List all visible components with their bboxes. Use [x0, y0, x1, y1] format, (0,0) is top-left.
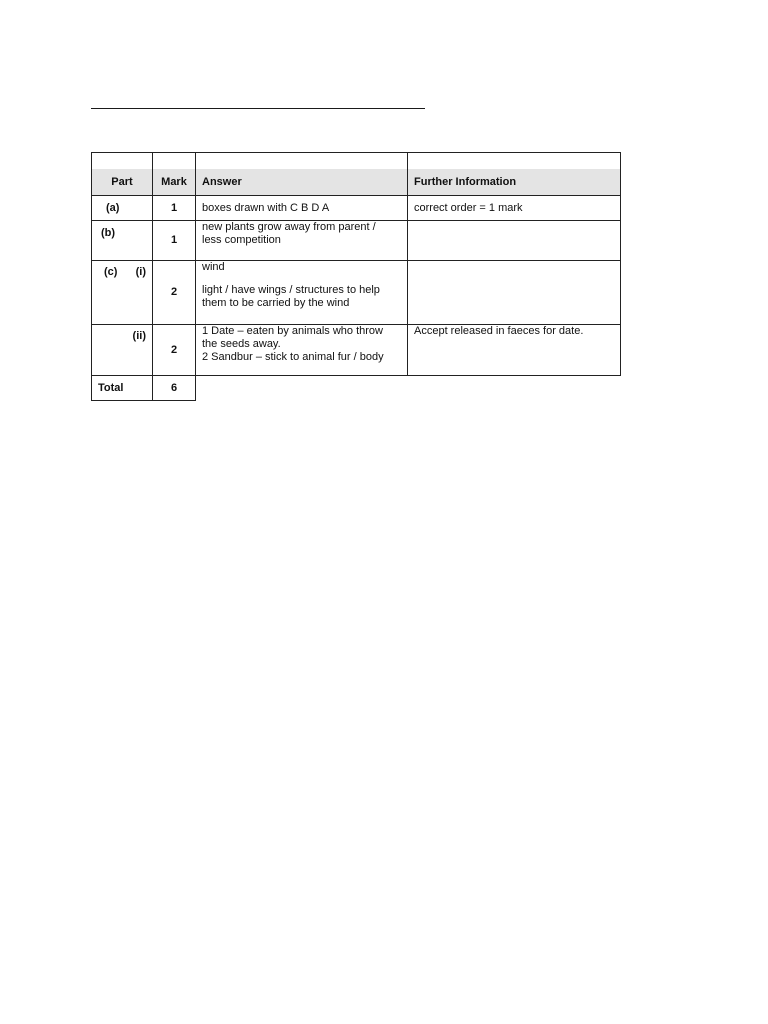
answer-line: less competition [202, 234, 281, 246]
answer-line: new plants grow away from parent / [202, 221, 376, 233]
total-label: Total [92, 376, 153, 401]
mark-cell: 1 [153, 221, 196, 261]
table-row [92, 325, 621, 376]
table-row [92, 196, 621, 221]
part-label: (c) [104, 266, 118, 278]
mark-cell: 1 [153, 196, 196, 221]
answer-cell [196, 221, 408, 261]
answer-line: light / have wings / structures to help [202, 284, 380, 296]
answer-cell: boxes drawn with C B D A [196, 196, 408, 221]
part-label: (a) [106, 202, 120, 214]
header-further-information: Further Information [408, 169, 621, 196]
header-mark: Mark [153, 169, 196, 196]
mark-scheme-table [91, 152, 621, 401]
part-label: (b) [101, 227, 116, 239]
answer-line: 2 Sandbur – stick to animal fur / body [202, 351, 384, 363]
further-info-cell [408, 221, 621, 261]
mark-cell: 2 [153, 325, 196, 376]
answer-cell [196, 325, 408, 376]
total-mark: 6 [153, 376, 196, 401]
answer-line: wind [202, 261, 225, 273]
answer-cell [196, 261, 408, 325]
header-answer: Answer [196, 169, 408, 196]
further-info-cell: Accept released in faeces for date. [408, 325, 621, 376]
top-rule [91, 108, 425, 109]
further-info-cell: correct order = 1 mark [408, 196, 621, 221]
table-row [92, 261, 621, 325]
part-cell [92, 261, 153, 325]
part-cell [92, 196, 153, 221]
further-info-cell [408, 261, 621, 325]
header-part: Part [92, 169, 153, 196]
table-top-spacer [92, 153, 621, 170]
part-cell [92, 325, 153, 376]
line-gap [202, 274, 401, 284]
answer-line: 1 Date – eaten by animals who throw [202, 325, 383, 337]
subpart-label: (ii) [132, 330, 146, 342]
answer-line: them to be carried by the wind [202, 297, 350, 309]
table-header-row [92, 169, 621, 196]
mark-cell: 2 [153, 261, 196, 325]
subpart-label: (i) [135, 266, 146, 278]
total-row [92, 376, 621, 401]
answer-line: the seeds away. [202, 338, 281, 350]
table-row [92, 221, 621, 261]
part-cell [92, 221, 153, 261]
